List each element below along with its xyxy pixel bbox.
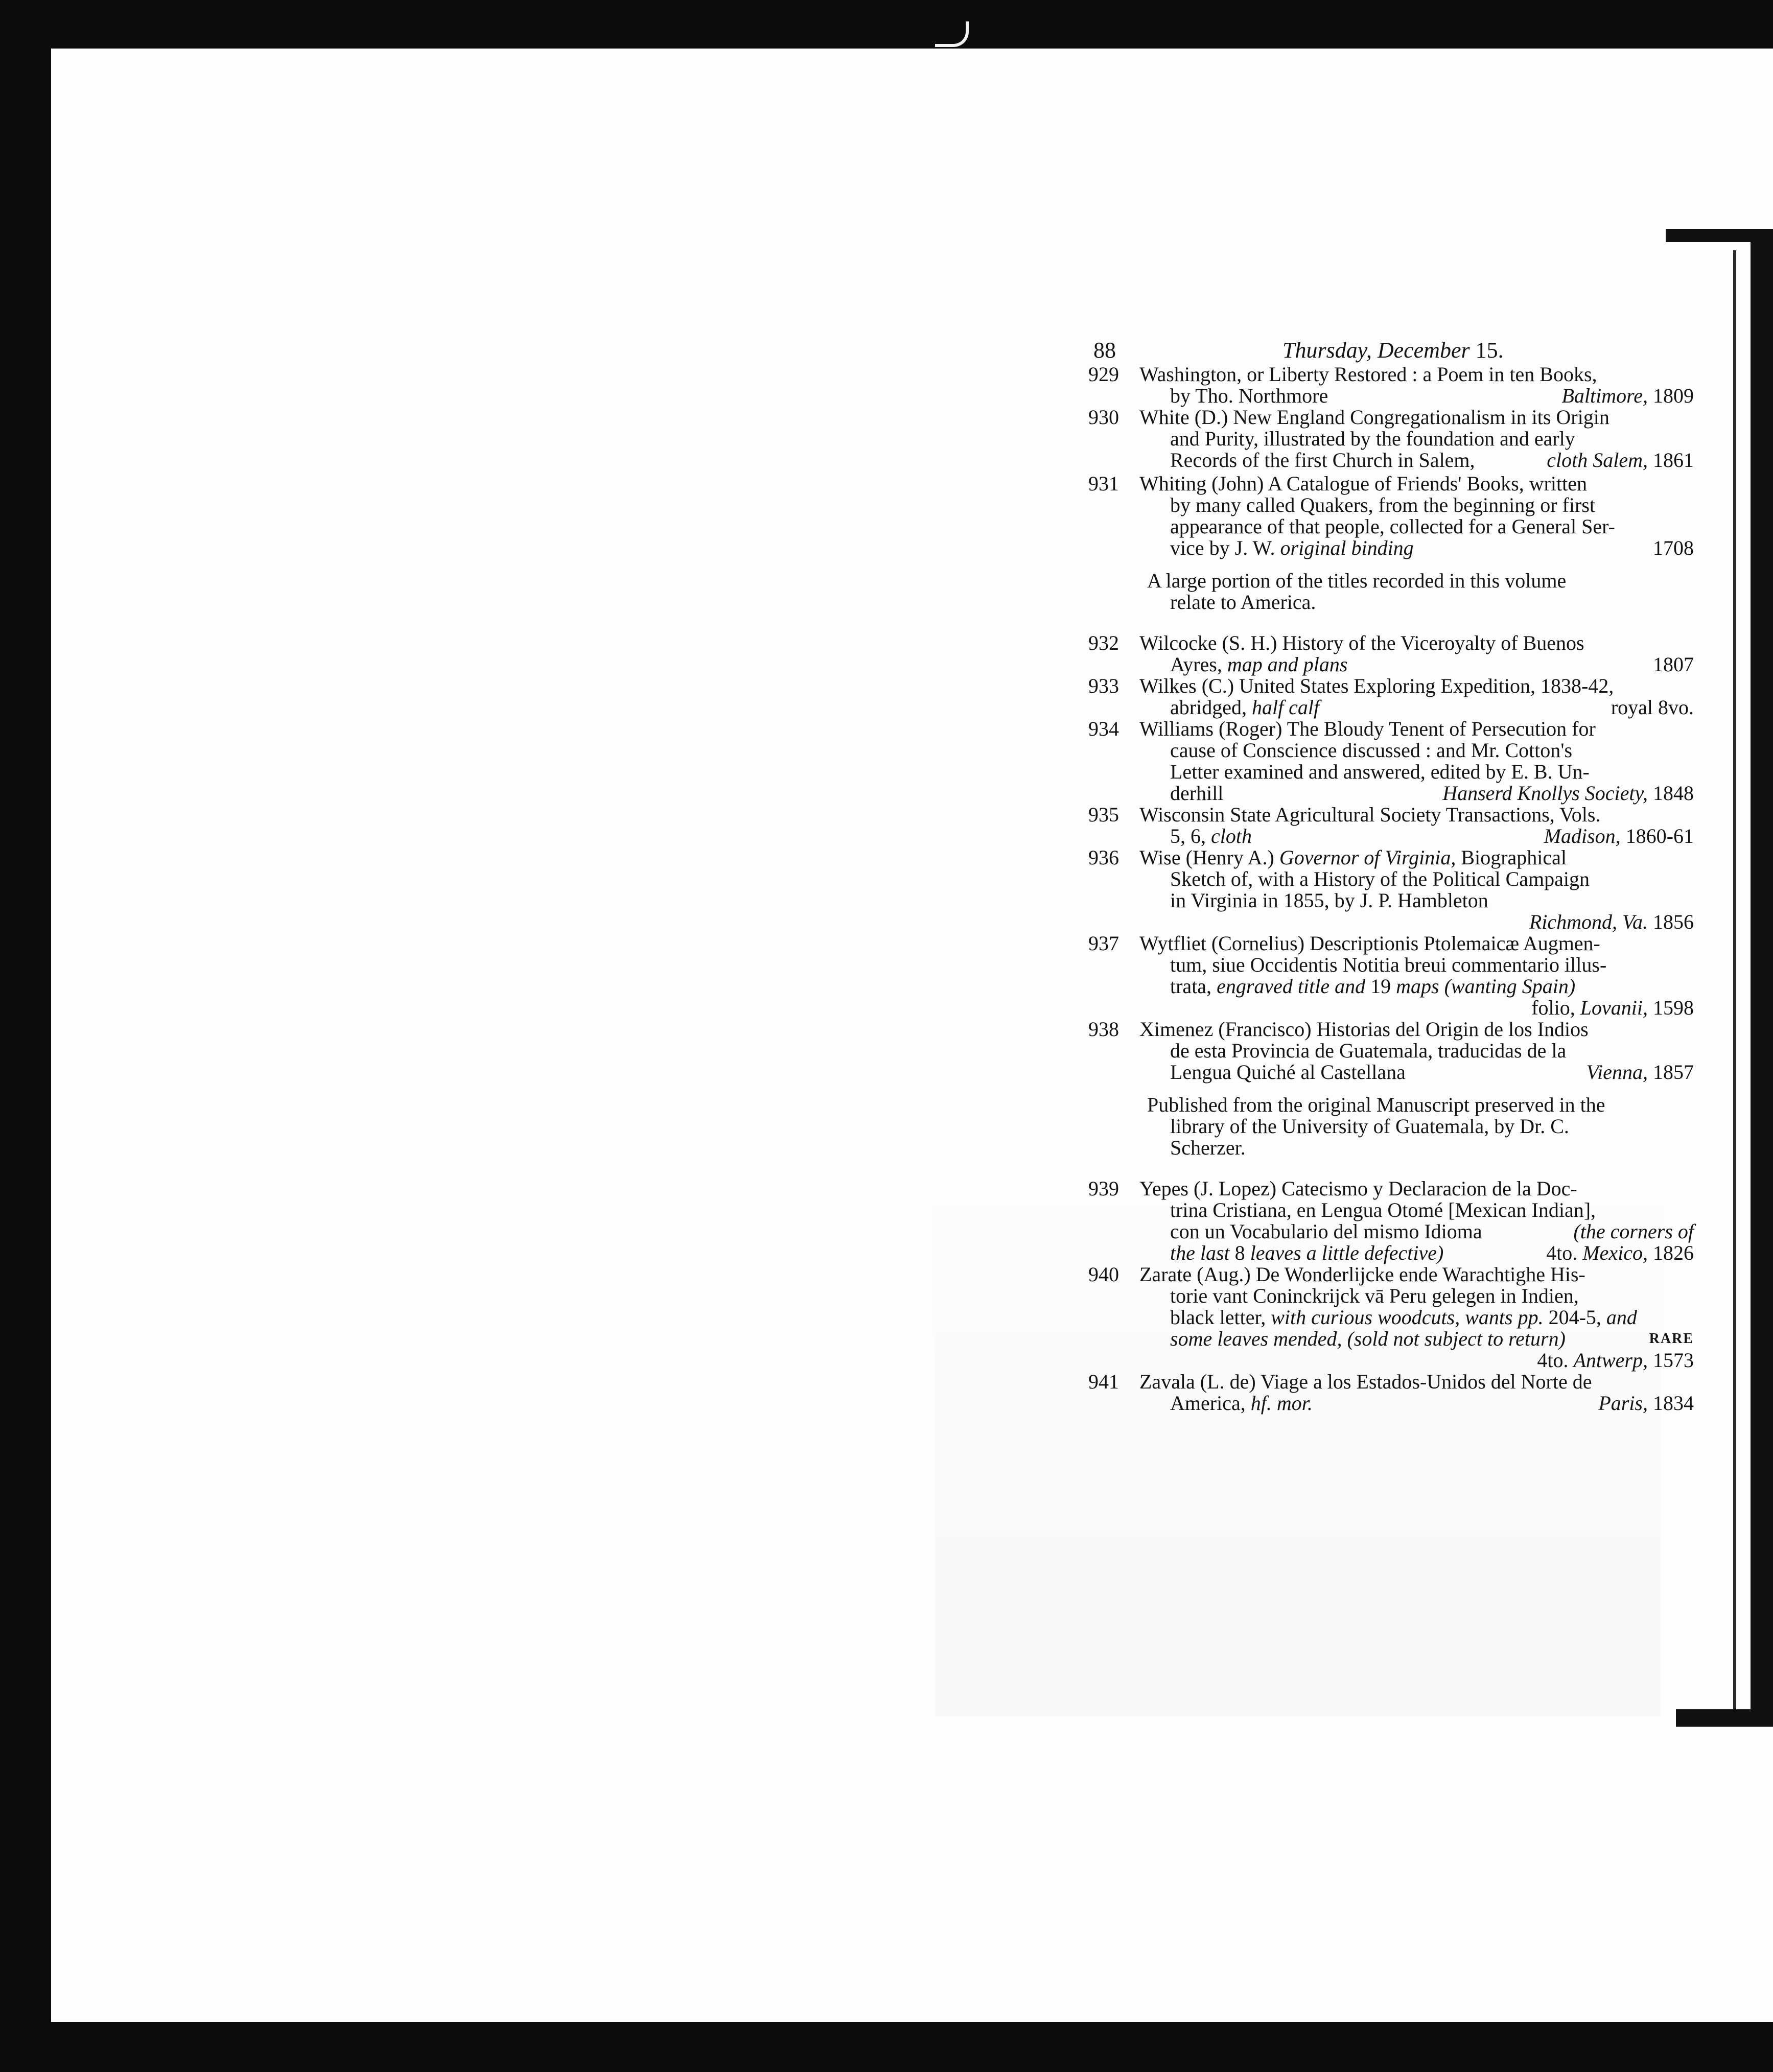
entry-941: 941 Zavala (L. de) Viage a los Estados-Unidos del Norte de America, hf. mor. Paris, 1834 (1088, 1370, 1694, 1415)
entry-935: 935 Wisconsin State Agricultural Society Transactions, Vols. 5, 6, cloth Madison, 1860-61 (1088, 803, 1694, 847)
scan-border-left (0, 0, 51, 2072)
lot-number: 932 (1088, 631, 1119, 654)
entry-940: 940 Zarate (Aug.) De Wonderlijcke ende Warachtighe His- torie vant Coninckrijck vā Peru gelegen in Indien, black letter, with curious woodcuts, wants pp. 204-5, and some leaves mended, (sold not subject to return) RARE 4to. Antwerp, 1573 (1088, 1263, 1694, 1372)
entry-930: 930 White (D.) New England Congregationalism in its Origin and Purity, illustrated by the foundation and early Records of the first Church in Salem, cloth Salem, 1861 (1088, 406, 1694, 472)
entry-938-note: Published from the original Manuscript preserved in the library of the University of Guatemala, by Dr. C. Scherzer. (1147, 1093, 1605, 1159)
lot-number: 934 (1088, 717, 1119, 740)
entry-937: 937 Wytfliet (Cornelius) Descriptionis Ptolemaicæ Augmen- tum, siue Occidentis Notitia breui commentario illus- trata, engraved title and 19 maps (wanting Spain) folio, Lovanii, 1598 (1088, 932, 1694, 1019)
lot-number: 941 (1088, 1370, 1119, 1393)
entry-939: 939 Yepes (J. Lopez) Catecismo y Declaracion de la Doc- trina Cristiana, en Lengua Otomé [Mexican Indian], con un Vocabulario del mismo Idioma (the corners of the last 8 leaves a little defective) 4to. Mexico, 1826 (1088, 1177, 1694, 1264)
book-edge-bottom (1676, 1709, 1773, 1727)
entry-933: 933 Wilkes (C.) United States Exploring Expedition, 1838-42, abridged, half calf royal 8vo. (1088, 674, 1694, 719)
entry-934: 934 Williams (Roger) The Bloudy Tenent of Persecution for cause of Conscience discussed : and Mr. Cotton's Letter examined and answered, edited by E. B. Un- derhill Hanserd Knollys Society, 1848 (1088, 717, 1694, 805)
entry-931-note: A large portion of the titles recorded in this volume relate to America. (1147, 569, 1567, 614)
scan-border-bottom (0, 2022, 1773, 2072)
entry-932: 932 Wilcocke (S. H.) History of the Viceroyalty of Buenos Ayres, map and plans 1807 (1088, 631, 1694, 676)
scan-border-top (0, 0, 1773, 49)
page-header (1088, 337, 1694, 364)
lot-number: 931 (1088, 472, 1119, 495)
lot-number: 936 (1088, 846, 1119, 869)
running-title: Thursday, December 15. (1282, 338, 1504, 363)
lot-number: 937 (1088, 932, 1119, 955)
lot-number: 929 (1088, 363, 1119, 386)
lot-number: 939 (1088, 1177, 1119, 1200)
entry-936: 936 Wise (Henry A.) Governor of Virginia, Biographical Sketch of, with a History of the Political Campaign in Virginia in 1855, by J. P. Hambleton Richmond, Va. 1856 (1088, 846, 1694, 933)
book-edge-right (1751, 229, 1773, 1721)
entry-929: 929 Washington, or Liberty Restored : a Poem in ten Books, by Tho. Northmore Baltimore, 1809 (1088, 363, 1694, 407)
lot-number: 935 (1088, 803, 1119, 826)
entry-931: 931 Whiting (John) A Catalogue of Friends' Books, written by many called Quakers, from the beginning or first appearance of that people, collected for a General Ser- vice by J. W. original binding 1708 (1088, 472, 1694, 559)
page-number: 88 (1093, 338, 1116, 363)
catalogue-page (1088, 337, 1694, 1414)
entry-938: 938 Ximenez (Francisco) Historias del Origin de los Indios de esta Provincia de Guatemala, traducidas de la Lengua Quiché al Castellana Vienna, 1857 (1088, 1018, 1694, 1084)
lot-number: 938 (1088, 1018, 1119, 1041)
lot-number: 930 (1088, 406, 1119, 429)
lot-number: 933 (1088, 674, 1119, 697)
lot-number: 940 (1088, 1263, 1119, 1286)
book-edge-line (1733, 250, 1736, 1711)
